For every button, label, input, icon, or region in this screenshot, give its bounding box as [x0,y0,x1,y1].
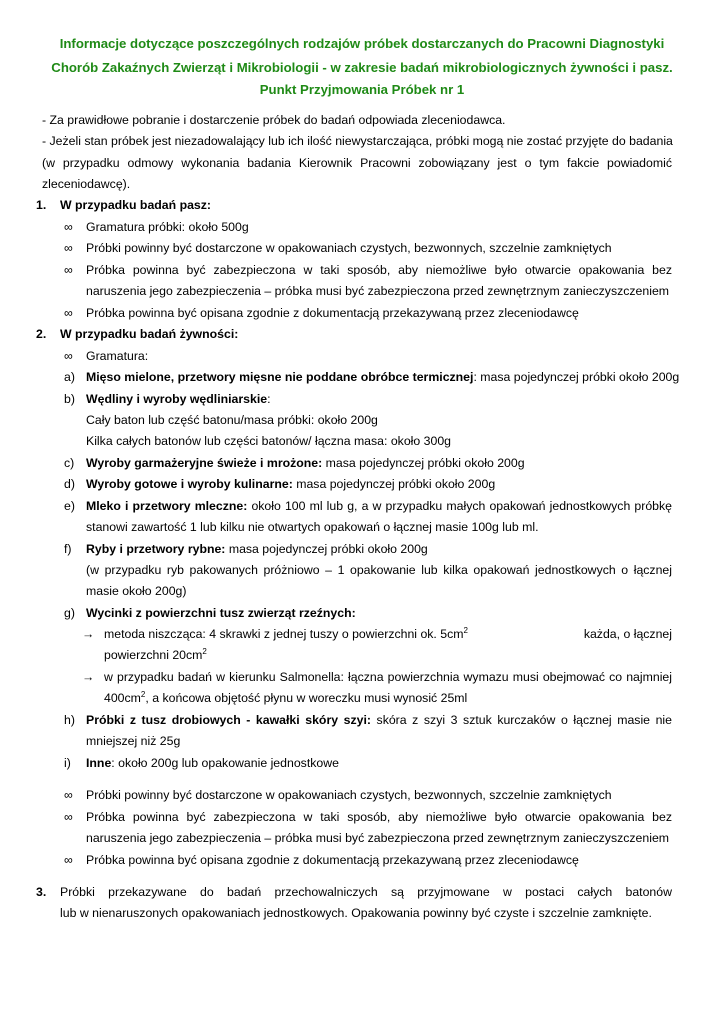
list-letter: i) [64,756,71,770]
list-item [86,456,525,470]
bullet-text: Próbki powinny być dostarczone w opakowaniach czystych, bezwonnych, szczelnie zamkniętych [86,788,612,802]
document-title-line-3: Punkt Przyjmowania Próbek nr 1 [259,82,465,97]
list-letter: e) [64,499,75,513]
infinity-bullet-icon: ∞ [64,349,73,363]
item-text: : około 200g lub opakowanie jednostkowe [111,756,339,770]
item-text: Cały baton lub część batonu/masa próbki: około 200g [86,413,378,427]
item-text: : [267,392,271,406]
arrow-text: 400cm [104,691,141,705]
list-item [86,392,271,406]
item-label: Wyroby gotowe i wyroby kulinarne: [86,477,293,491]
item-text: : masa pojedynczej próbki około 200g [473,370,680,384]
arrow-text: powierzchni 20cm [104,648,203,662]
list-letter: f) [64,542,72,556]
section-number: 1. [36,198,47,212]
bullet-text: Próbka powinna być opisana zgodnie z dokumentacją przekazywaną przez zleceniodawcę [86,853,579,867]
list-item [86,499,672,513]
item-text: stanowi zawartość 1 lub kilku nie otwartych opakowań o łącznej masie 100g lub ml. [86,520,539,534]
item-text: masa pojedynczej próbki około 200g [292,477,496,491]
arrow-item [104,627,672,641]
intro-line: - Jeżeli stan próbek jest niezadowalający lub ich ilość niewystarczająca, próbki mogą nie zostać przyjęte do badania [42,134,673,148]
bullet-text: Próbka powinna być zabezpieczona w taki sposób, aby niemożliwe było otwarcie opakowania bez [86,263,672,277]
bullet-text: Próbki powinny być dostarczone w opakowaniach czystych, bezwonnych, szczelnie zamkniętych [86,241,612,255]
bullet-text: naruszenia jego zabezpieczenia – próbka musi być zabezpieczona przed zewnętrznym zanieczyszczeniem [86,284,670,298]
section-heading: W przypadku badań żywności: [60,327,239,341]
item-label: Wycinki z powierzchni tusz zwierząt rzeźnych: [86,606,356,620]
superscript: 2 [140,690,146,699]
item-label: Mięso mielone, przetwory mięsne nie poddane obróbce termicznej [86,370,474,384]
infinity-bullet-icon: ∞ [64,788,73,802]
arrow-text: , a końcowa objętość płynu w woreczku musi wynosić 25ml [145,691,468,705]
list-letter: g) [64,606,75,620]
bullet-text: Próbka powinna być opisana zgodnie z dokumentacją przekazywaną przez zleceniodawcę [86,306,579,320]
infinity-bullet-icon: ∞ [64,220,73,234]
item-label: Ryby i przetwory rybne: [86,542,226,556]
intro-line: zleceniodawcę). [42,177,131,191]
bullet-text: naruszenia jego zabezpieczenia – próbka musi być zabezpieczona przed zewnętrznym zanieczyszczeniem [86,831,670,845]
bullet-text: Gramatura próbki: około 500g [86,220,249,234]
infinity-bullet-icon: ∞ [64,263,73,277]
list-letter: b) [64,392,75,406]
list-item [86,370,679,384]
list-item [86,542,428,556]
list-item [86,477,495,491]
infinity-bullet-icon: ∞ [64,810,73,824]
item-text: masa pojedynczej próbki około 200g [322,456,525,470]
bullet-text: Gramatura: [86,349,149,363]
item-label: Inne [86,756,112,770]
item-label: Mleko i przetwory mleczne: [86,499,248,513]
document-title-line-1: Informacje dotyczące poszczególnych rodzajów próbek dostarczanych do Pracowni Diagnostyki [59,36,665,51]
list-letter: h) [64,713,75,727]
arrow-text-wrap [104,627,468,641]
infinity-bullet-icon: ∞ [64,241,73,255]
item-label: Próbki z tusz drobiowych - kawałki skóry szyi: [86,713,371,727]
section-number: 3. [36,885,47,899]
section-number: 2. [36,327,47,341]
item-text: (w przypadku ryb pakowanych próżniowo – 1 opakowanie lub kilka opakowań jednostkowych o łącznej [86,563,672,577]
arrow-text: w przypadku badań w kierunku Salmonella: łączna powierzchnia wymazu musi obejmować co najmniej [104,670,672,684]
arrow-right-icon: → [82,627,95,641]
arrow-text-line [104,648,207,662]
intro-line: - Za prawidłowe pobranie i dostarczenie próbek do badań odpowiada zleceniodawca. [42,113,506,127]
item-text: około 100 ml lub g, a w przypadku małych opakowań jednostkowych próbkę [247,499,673,513]
item-text: Kilka całych batonów lub części batonów/ łączna masa: około 300g [86,434,452,448]
bullet-text: Próbka powinna być zabezpieczona w taki sposób, aby niemożliwe było otwarcie opakowania bez [86,810,672,824]
list-letter: c) [64,456,75,470]
list-letter: d) [64,477,75,491]
arrow-text: metoda niszcząca: 4 skrawki z jednej tuszy o powierzchni ok. 5cm [104,627,464,641]
arrow-text: każda, o łącznej [583,627,672,641]
list-item [86,756,339,770]
superscript: 2 [463,626,468,635]
arrow-text-line [104,691,467,705]
list-item [86,713,672,727]
list-letter: a) [64,370,75,384]
document-title-line-2: Chorób Zakaźnych Zwierząt i Mikrobiologii - w zakresie badań mikrobiologicznych żywności i pasz. [51,60,673,75]
section-text: lub w nienaruszonych opakowaniach jednostkowych. Opakowania powinny być czyste i szczelnie zamknięte. [60,906,652,920]
infinity-bullet-icon: ∞ [64,306,73,320]
item-text: skóra z szyi 3 sztuk kurczaków o łącznej masie nie [370,713,672,727]
intro-line: (w przypadku odmowy wykonania badania Kierownik Pracowni zobowiązany jest o tym fakcie powiadomić [42,156,672,170]
item-text: masie około 200g) [86,584,187,598]
item-text: masa pojedynczej próbki około 200g [225,542,428,556]
section-text: Próbki przekazywane do badań przechowalniczych są przyjmowane w postaci całych batonów [60,885,672,899]
item-label: Wyroby garmażeryjne świeże i mrożone: [86,456,323,470]
superscript: 2 [202,647,207,656]
item-label: Wędliny i wyroby wędliniarskie [86,392,268,406]
section-heading: W przypadku badań pasz: [60,198,211,212]
arrow-right-icon: → [82,670,95,684]
item-text: mniejszej niż 25g [86,734,181,748]
infinity-bullet-icon: ∞ [64,853,73,867]
